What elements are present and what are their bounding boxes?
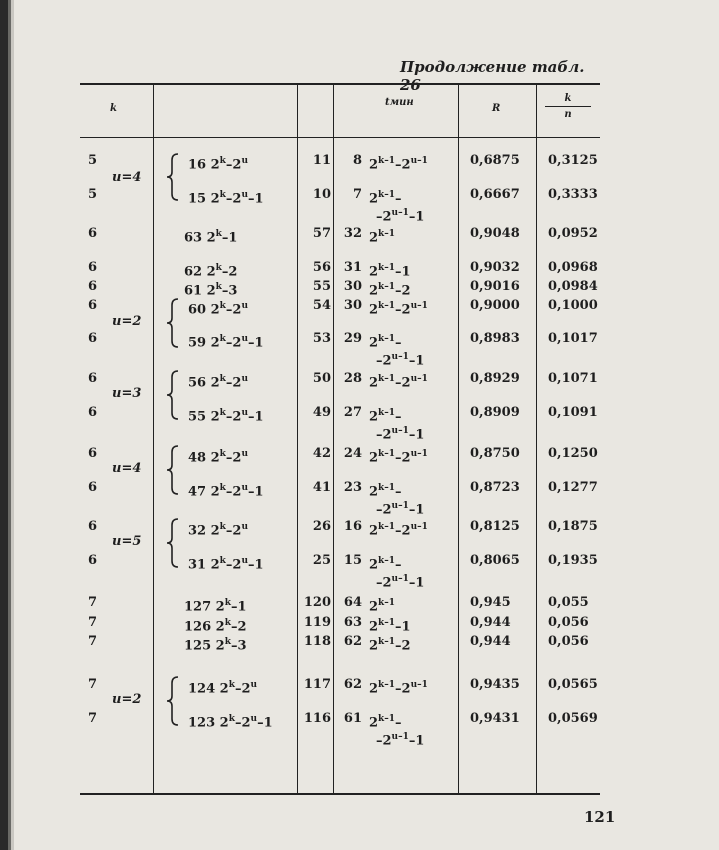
cell-expression: 16 2$^k$–2$^u$ xyxy=(188,156,249,173)
cell-tmin-continuation: –2$^{u-1}$–1 xyxy=(376,501,425,518)
cell-n: 10 xyxy=(312,187,331,202)
cell-n: 50 xyxy=(312,371,331,386)
cell-k-over-n: 0,0952 xyxy=(548,226,598,241)
cell-tmin-value: 64 xyxy=(343,595,362,610)
cell-r: 0,8750 xyxy=(470,446,520,461)
cell-tmin-continuation: –2$^{u-1}$–1 xyxy=(376,352,425,369)
cell-r: 0,6875 xyxy=(470,153,520,168)
cell-r: 0,9048 xyxy=(470,226,520,241)
group-label: u=5 xyxy=(112,534,142,549)
cell-tmin-expression: 2$^{k-1}$– xyxy=(369,190,402,207)
cell-r: 0,9431 xyxy=(470,711,520,726)
cell-tmin-expression: 2$^{k-1}$–1 xyxy=(369,263,411,280)
cell-tmin-value: 62 xyxy=(343,634,362,649)
cell-tmin-value: 32 xyxy=(343,226,362,241)
cell-tmin-value: 61 xyxy=(343,711,362,726)
header-r: R xyxy=(492,103,501,114)
cell-n: 54 xyxy=(312,298,331,313)
cell-k-over-n: 0,0569 xyxy=(548,711,598,726)
cell-n: 11 xyxy=(312,153,331,168)
cell-tmin-expression: 2$^{k-1}$–2$^{u-1}$ xyxy=(369,449,428,466)
cell-expression: 123 2$^k$–2$^u$–1 xyxy=(188,714,273,731)
cell-r: 0,945 xyxy=(470,595,511,610)
table-row xyxy=(80,594,600,615)
cell-tmin-value: 63 xyxy=(343,615,362,630)
cell-expression: 61 2$^k$–3 xyxy=(184,282,238,299)
cell-n: 49 xyxy=(312,405,331,420)
cell-k-over-n: 0,056 xyxy=(548,634,589,649)
cell-k-over-n: 0,0565 xyxy=(548,677,598,692)
cell-tmin-value: 15 xyxy=(343,553,362,568)
cell-r: 0,8125 xyxy=(470,519,520,534)
cell-n: 42 xyxy=(312,446,331,461)
cell-k-over-n: 0,0984 xyxy=(548,279,598,294)
cell-r: 0,8929 xyxy=(470,371,520,386)
cell-k-over-n: 0,1277 xyxy=(548,480,598,495)
cell-r: 0,944 xyxy=(470,634,511,649)
cell-expression: 32 2$^k$–2$^u$ xyxy=(188,522,249,539)
cell-tmin-value: 23 xyxy=(343,480,362,495)
cell-k-over-n: 0,1017 xyxy=(548,331,598,346)
cell-tmin-expression: 2$^{k-1}$–2$^{u-1}$ xyxy=(369,522,428,539)
cell-n: 116 xyxy=(303,711,331,726)
group-label: u=3 xyxy=(112,386,142,401)
cell-k: 7 xyxy=(88,711,98,726)
cell-tmin-expression: 2$^{k-1}$– xyxy=(369,408,402,425)
cell-k: 7 xyxy=(88,595,98,610)
cell-r: 0,8909 xyxy=(470,405,520,420)
cell-k: 7 xyxy=(88,615,98,630)
cell-tmin-expression: 2$^{k-1}$–2$^{u-1}$ xyxy=(369,156,428,173)
cell-tmin-expression: 2$^{k-1}$–1 xyxy=(369,618,411,635)
cell-k-over-n: 0,1000 xyxy=(548,298,598,313)
cell-k: 7 xyxy=(88,677,98,692)
brace-icon xyxy=(166,370,180,420)
cell-n: 118 xyxy=(303,634,331,649)
table-row xyxy=(80,710,600,731)
cell-n: 119 xyxy=(303,615,331,630)
group-label: u=4 xyxy=(112,170,142,185)
table-row xyxy=(80,614,600,635)
cell-k: 6 xyxy=(88,331,98,346)
cell-tmin-value: 27 xyxy=(343,405,362,420)
table-row xyxy=(80,330,600,351)
group-label: u=4 xyxy=(112,461,142,476)
cell-tmin-continuation: –2$^{u-1}$–1 xyxy=(376,426,425,443)
cell-tmin-expression: 2$^{k-1}$–2 xyxy=(369,282,411,299)
group-label: u=2 xyxy=(112,314,142,329)
cell-tmin-value: 24 xyxy=(343,446,362,461)
cell-tmin-value: 7 xyxy=(352,187,362,202)
table-row xyxy=(80,479,600,500)
cell-k: 6 xyxy=(88,260,98,275)
group-label: u=2 xyxy=(112,692,142,707)
cell-k-over-n: 0,3333 xyxy=(548,187,598,202)
cell-expression: 31 2$^k$–2$^u$–1 xyxy=(188,556,264,573)
cell-n: 26 xyxy=(312,519,331,534)
cell-k: 6 xyxy=(88,298,98,313)
page-number: 121 xyxy=(584,808,616,826)
header-k-numerator: k xyxy=(564,93,572,104)
header-divider xyxy=(80,137,600,138)
cell-tmin-expression: 2$^{k-1}$– xyxy=(369,556,402,573)
table-row xyxy=(80,186,600,207)
cell-r: 0,9435 xyxy=(470,677,520,692)
cell-k: 6 xyxy=(88,279,98,294)
cell-k: 6 xyxy=(88,226,98,241)
cell-k-over-n: 0,055 xyxy=(548,595,589,610)
cell-r: 0,8065 xyxy=(470,553,520,568)
cell-tmin-continuation: –2$^{u-1}$–1 xyxy=(376,208,425,225)
brace-icon xyxy=(166,298,180,348)
brace-icon xyxy=(166,445,180,495)
brace-icon xyxy=(166,676,180,726)
cell-k: 6 xyxy=(88,553,98,568)
cell-k: 6 xyxy=(88,371,98,386)
cell-n: 25 xyxy=(312,553,331,568)
fraction-bar xyxy=(545,106,591,107)
header-n-denominator: n xyxy=(564,109,572,120)
cell-r: 0,6667 xyxy=(470,187,520,202)
cell-r: 0,944 xyxy=(470,615,511,630)
cell-k-over-n: 0,1091 xyxy=(548,405,598,420)
table-row xyxy=(80,152,600,173)
cell-expression: 47 2$^k$–2$^u$–1 xyxy=(188,483,264,500)
cell-tmin-expression: 2$^{k-1}$– xyxy=(369,334,402,351)
table-row xyxy=(80,297,600,318)
cell-k: 7 xyxy=(88,634,98,649)
cell-tmin-continuation: –2$^{u-1}$–1 xyxy=(376,732,425,749)
header-k: k xyxy=(110,103,117,114)
book-spine-shadow xyxy=(0,0,14,850)
cell-expression: 59 2$^k$–2$^u$–1 xyxy=(188,334,264,351)
cell-n: 120 xyxy=(303,595,331,610)
cell-tmin-value: 28 xyxy=(343,371,362,386)
cell-k-over-n: 0,056 xyxy=(548,615,589,630)
cell-r: 0,8723 xyxy=(470,480,520,495)
brace-icon xyxy=(166,518,180,568)
table-row xyxy=(80,404,600,425)
cell-k: 6 xyxy=(88,480,98,495)
table-row xyxy=(80,552,600,573)
table-row xyxy=(80,225,600,246)
cell-expression: 48 2$^k$–2$^u$ xyxy=(188,449,249,466)
cell-tmin-expression: 2$^{k-1}$–2$^{u-1}$ xyxy=(369,374,428,391)
cell-expression: 15 2$^k$–2$^u$–1 xyxy=(188,190,264,207)
cell-expression: 127 2$^k$–1 xyxy=(184,598,247,615)
table-row xyxy=(80,278,600,299)
header-k-over-n xyxy=(536,93,600,120)
table-row xyxy=(80,370,600,391)
cell-expression: 63 2$^k$–1 xyxy=(184,229,238,246)
cell-tmin-value: 30 xyxy=(343,298,362,313)
cell-n: 56 xyxy=(312,260,331,275)
cell-n: 57 xyxy=(312,226,331,241)
cell-k: 6 xyxy=(88,519,98,534)
cell-tmin-value: 62 xyxy=(343,677,362,692)
cell-k: 5 xyxy=(88,187,98,202)
cell-k-over-n: 0,0968 xyxy=(548,260,598,275)
cell-n: 117 xyxy=(303,677,331,692)
cell-expression: 56 2$^k$–2$^u$ xyxy=(188,374,249,391)
cell-tmin-value: 29 xyxy=(343,331,362,346)
cell-tmin-expression: 2$^{k-1}$ xyxy=(369,598,396,615)
cell-tmin-expression: 2$^{k-1}$ xyxy=(369,229,396,246)
table-row xyxy=(80,445,600,466)
cell-expression: 60 2$^k$–2$^u$ xyxy=(188,301,249,318)
cell-k: 6 xyxy=(88,446,98,461)
cell-expression: 124 2$^k$–2$^u$ xyxy=(188,680,258,697)
cell-r: 0,8983 xyxy=(470,331,520,346)
cell-r: 0,9016 xyxy=(470,279,520,294)
cell-r: 0,9032 xyxy=(470,260,520,275)
cell-tmin-expression: 2$^{k-1}$–2$^{u-1}$ xyxy=(369,680,428,697)
cell-tmin-expression: 2$^{k-1}$– xyxy=(369,483,402,500)
cell-k-over-n: 0,1875 xyxy=(548,519,598,534)
header-tmin: tмин xyxy=(385,97,414,108)
cell-tmin-continuation: –2$^{u-1}$–1 xyxy=(376,574,425,591)
cell-k-over-n: 0,1935 xyxy=(548,553,598,568)
cell-k-over-n: 0,1071 xyxy=(548,371,598,386)
cell-tmin-value: 8 xyxy=(352,153,362,168)
table-row xyxy=(80,633,600,654)
cell-tmin-expression: 2$^{k-1}$–2 xyxy=(369,637,411,654)
cell-n: 53 xyxy=(312,331,331,346)
cell-expression: 126 2$^k$–2 xyxy=(184,618,247,635)
data-table xyxy=(80,83,600,795)
table-row xyxy=(80,259,600,280)
cell-tmin-value: 30 xyxy=(343,279,362,294)
brace-icon xyxy=(166,153,180,201)
cell-expression: 62 2$^k$–2 xyxy=(184,263,238,280)
cell-k: 5 xyxy=(88,153,98,168)
cell-tmin-value: 16 xyxy=(343,519,362,534)
cell-expression: 125 2$^k$–3 xyxy=(184,637,247,654)
cell-k: 6 xyxy=(88,405,98,420)
cell-n: 41 xyxy=(312,480,331,495)
cell-n: 55 xyxy=(312,279,331,294)
cell-tmin-expression: 2$^{k-1}$– xyxy=(369,714,402,731)
cell-expression: 55 2$^k$–2$^u$–1 xyxy=(188,408,264,425)
cell-tmin-value: 31 xyxy=(343,260,362,275)
table-row xyxy=(80,518,600,539)
table-caption: Продолжение табл. 26 xyxy=(400,58,585,94)
table-row xyxy=(80,676,600,697)
cell-tmin-expression: 2$^{k-1}$–2$^{u-1}$ xyxy=(369,301,428,318)
cell-r: 0,9000 xyxy=(470,298,520,313)
cell-k-over-n: 0,3125 xyxy=(548,153,598,168)
cell-k-over-n: 0,1250 xyxy=(548,446,598,461)
